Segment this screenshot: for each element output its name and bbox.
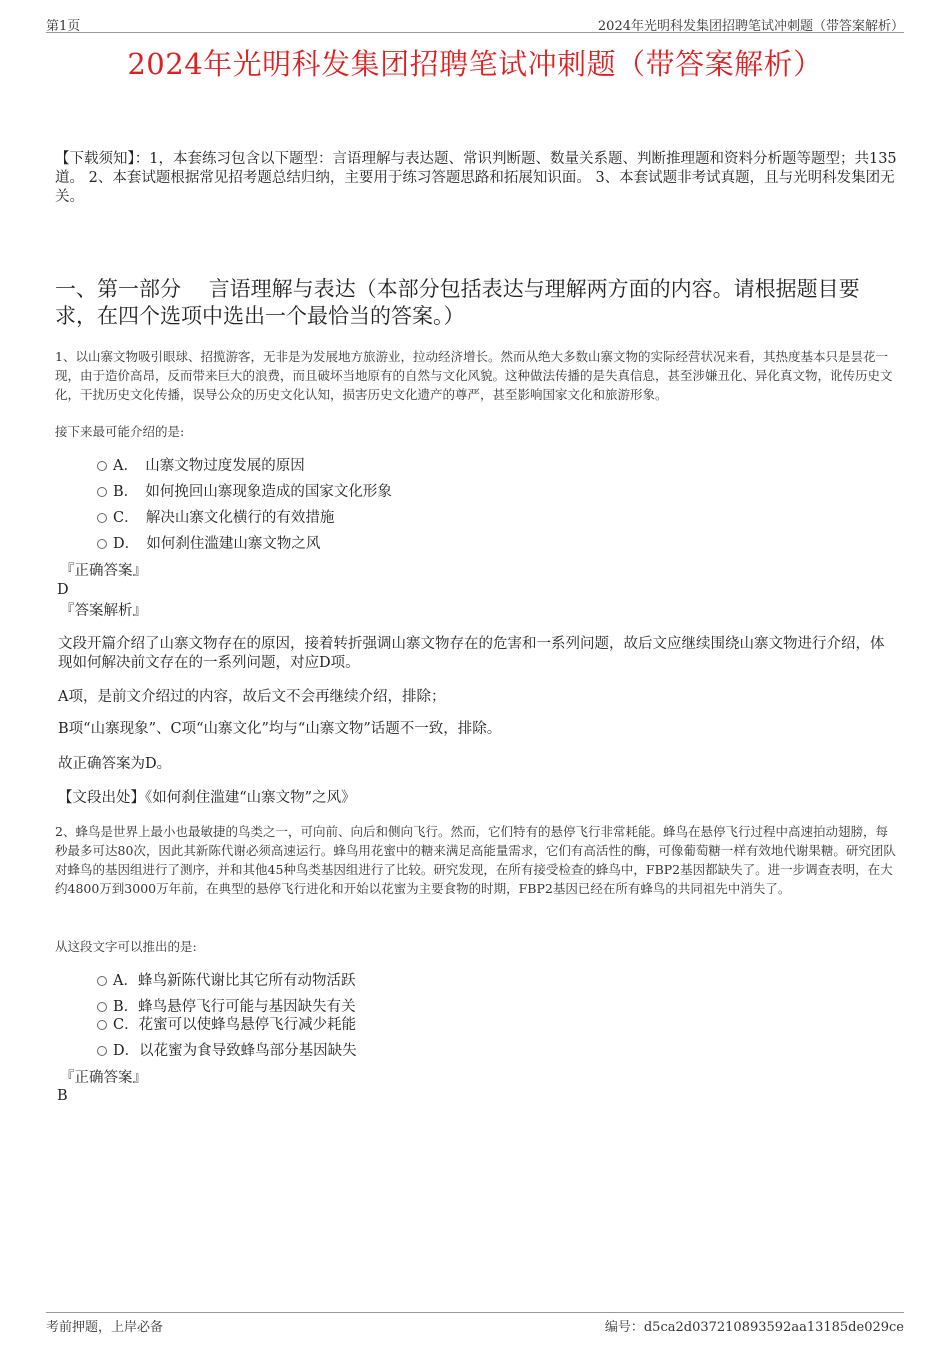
question-1-analysis-para-2: A项，是前文介绍过的内容，故后文不会再继续介绍，排除； xyxy=(58,689,446,705)
radio-icon[interactable] xyxy=(97,976,107,986)
download-notice: 【下载须知】：1，本套练习包含以下题型：言语理解与表达题、常识判断题、数量关系题、判断推理题和资料分析题等题型；共135道。 2、本套试题根据常见招考题总结归纳，主要用于练习答题思路和拓展知识面。 3、本套试题非考试真题，且与光明科发集团无关。 xyxy=(55,151,897,205)
footer-slogan: 考前押题，上岸必备 xyxy=(46,1320,164,1335)
question-1-option-c[interactable]: C． 解决山寨文化横行的有效措施 xyxy=(97,508,334,528)
question-1-analysis-para-1: 文段开篇介绍了山寨文物存在的原因，接着转折强调山寨文物存在的危害和一系列问题，故后文应继续围绕山寨文物进行介绍，体现如何解决前文存在的一系列问题，对应D项。 xyxy=(58,636,885,671)
question-1-analysis-label: 『答案解析』 xyxy=(60,603,147,619)
header-doc-title: 2024年光明科发集团招聘笔试冲刺题（带答案解析） xyxy=(597,19,904,34)
radio-icon[interactable] xyxy=(97,487,107,497)
question-1-option-a[interactable]: A． 山寨文物过度发展的原因 xyxy=(97,456,305,476)
page-number: 第1页 xyxy=(46,19,81,34)
question-2-answer: B xyxy=(57,1088,68,1104)
question-1-answer: D xyxy=(57,582,69,598)
radio-icon[interactable] xyxy=(97,1046,107,1056)
section-heading: 一、第一部分 言语理解与表达（本部分包括表达与理解两方面的内容。请根据题目要求，在四个选项中选出一个最恰当的答案。） xyxy=(55,277,860,328)
question-2-option-c[interactable]: C．花蜜可以使蜂鸟悬停飞行减少耗能 xyxy=(97,1015,356,1035)
page-footer xyxy=(46,1312,904,1333)
footer-doc-id: 编号：d5ca2d037210893592aa13185de029ce xyxy=(604,1320,904,1335)
radio-icon[interactable] xyxy=(97,1020,107,1030)
radio-icon[interactable] xyxy=(97,1002,107,1012)
document-title: 2024年光明科发集团招聘笔试冲刺题（带答案解析） xyxy=(127,47,823,81)
question-1-source: 【文段出处】《如何刹住滥建“山寨文物”之风》 xyxy=(58,790,356,806)
radio-icon[interactable] xyxy=(97,513,107,523)
question-2-option-a[interactable]: A．蜂鸟新陈代谢比其它所有动物活跃 xyxy=(97,971,355,991)
question-1-analysis-para-4: 故正确答案为D。 xyxy=(58,756,172,772)
question-1-analysis-para-3: B项“山寨现象”、C项“山寨文化”均与“山寨文物”话题不一致，排除。 xyxy=(58,721,502,737)
question-1-option-b[interactable]: B． 如何挽回山寨现象造成的国家文化形象 xyxy=(97,482,392,502)
question-2-option-d[interactable]: D．以花蜜为食导致蜂鸟部分基因缺失 xyxy=(97,1041,357,1061)
question-1-answer-label: 『正确答案』 xyxy=(60,563,147,579)
question-1-stem: 1、以山寨文物吸引眼球、招揽游客，无非是为发展地方旅游业，拉动经济增长。然而从绝大多数山寨文物的实际经营状况来看，其热度基本只是昙花一现，由于造价高昂，反而带来巨大的浪费，而且破坏当地原有的自然与文化风貌。这种做法传播的是失真信息，甚至涉嫌丑化、异化真文物，讹传历史文化，干扰历史文化传播，误导公众的历史文化认知，损害历史文化遗产的尊严，甚至影响国家文化和旅游形象。 xyxy=(55,349,893,402)
question-2-answer-label: 『正确答案』 xyxy=(60,1070,147,1086)
question-1-prompt: 接下来最可能介绍的是: xyxy=(55,424,185,439)
radio-icon[interactable] xyxy=(97,461,107,471)
radio-icon[interactable] xyxy=(97,539,107,549)
page-header xyxy=(46,14,904,33)
question-2-option-b[interactable]: B．蜂鸟悬停飞行可能与基因缺失有关 xyxy=(97,997,356,1017)
question-2-stem: 2、蜂鸟是世界上最小也最敏捷的鸟类之一，可向前、向后和侧向飞行。然而，它们特有的悬停飞行非常耗能。蜂鸟在悬停飞行过程中高速拍动翅膀，每秒最多可达80次，因此其新陈代谢必须高速运行。蜂鸟用花蜜中的糖来满足高能量需求，它们有高活性的酶，可像葡萄糖一样有效地代谢果糖。研究团队对蜂鸟的基因组进行了测序，并和其他45种鸟类基因组进行了比较。研究发现，在所有接受检查的蜂鸟中，FBP2基因都缺失了。进一步调查表明，在大约4800万到3000万年前，在典型的悬停飞行进化和开始以花蜜为主要食物的时期，FBP2基因已经在所有蜂鸟的共同祖先中消失了。 xyxy=(55,824,896,896)
question-1-option-d[interactable]: D． 如何刹住滥建山寨文物之风 xyxy=(97,534,320,554)
question-2-prompt: 从这段文字可以推出的是: xyxy=(55,939,197,954)
